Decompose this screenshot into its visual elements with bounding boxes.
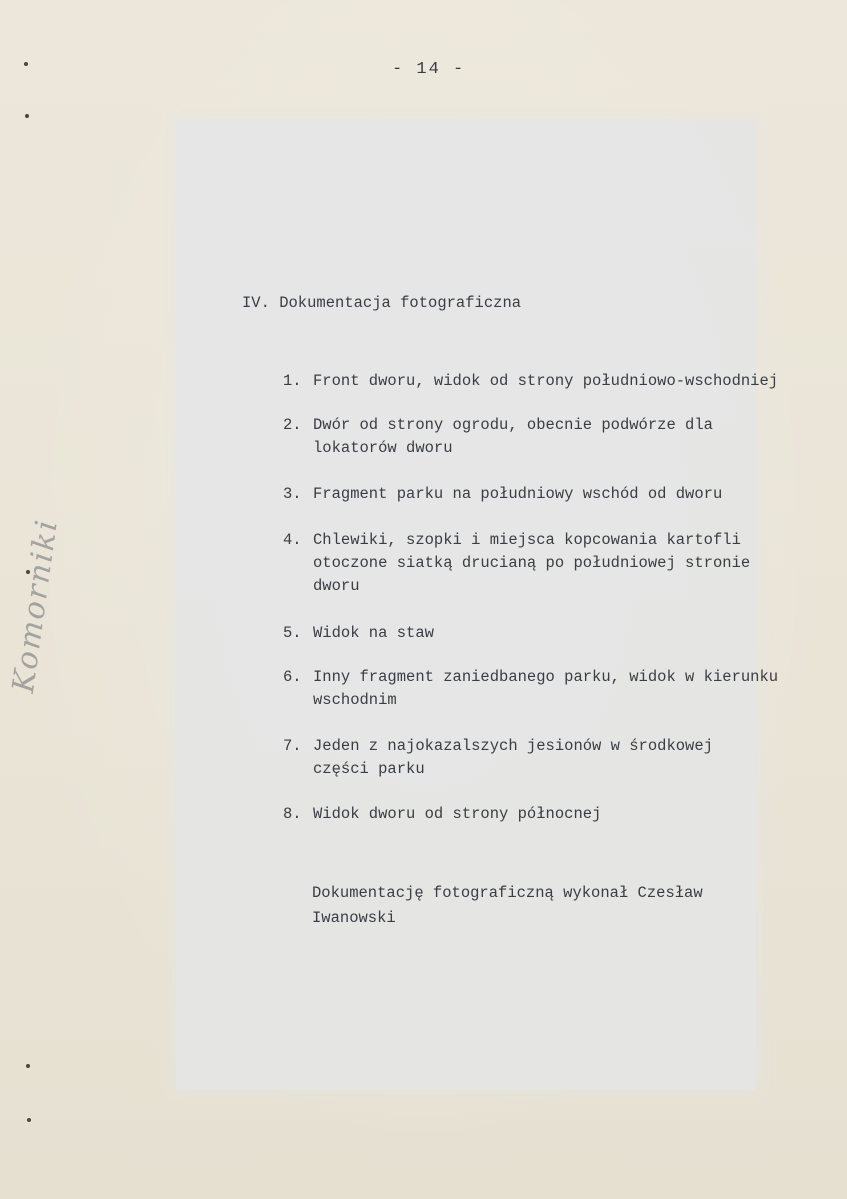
attached-sheet [176, 120, 756, 1090]
list-item-number: 2. [283, 416, 302, 434]
list-item-line: Inny fragment zaniedbanego parku, widok w kierunku [313, 668, 779, 686]
list-item-line: Dwór od strony ogrodu, obecnie podwórze dla [313, 416, 713, 434]
list-item-line: Front dworu, widok od strony południowo-wschodniej [313, 372, 779, 390]
list-item-line: dworu [313, 577, 360, 595]
list-item-number: 4. [283, 531, 302, 549]
list-item-line: Fragment parku na południowy wschód od dworu [313, 485, 723, 503]
punch-hole [24, 62, 28, 66]
list-item-number: 1. [283, 372, 302, 390]
photo-credits [312, 881, 703, 931]
list-item-text [313, 529, 750, 598]
list-item-number: 7. [283, 737, 302, 755]
list-item-line: wschodnim [313, 691, 397, 709]
credits-line: Iwanowski [312, 909, 396, 927]
list-item-number: 6. [283, 668, 302, 686]
list-item-text [313, 735, 713, 781]
list-item-text [313, 622, 434, 645]
list-item-number: 3. [283, 485, 302, 503]
list-item-line: Chlewiki, szopki i miejsca kopcowania kartofli [313, 531, 741, 549]
list-item-number: 5. [283, 624, 302, 642]
page-number: - 14 - [392, 60, 466, 79]
list-item-text [313, 483, 722, 506]
handwritten-margin-note: Komorniki [6, 516, 66, 695]
list-item-line: Widok na staw [313, 624, 434, 642]
list-item-line: otoczone siatką drucianą po południowej stronie [313, 554, 751, 572]
list-item-line: Jeden z najokazalszych jesionów w środkowej [313, 737, 713, 755]
list-item-line: lokatorów dworu [313, 439, 453, 457]
credits-line: Dokumentację fotograficzną wykonał Czesław [312, 884, 703, 902]
punch-hole [27, 1118, 31, 1122]
section-heading: IV. Dokumentacja fotograficzna [242, 294, 522, 312]
punch-hole [25, 114, 29, 118]
list-item-text [313, 414, 713, 460]
list-item-text [313, 370, 778, 393]
list-item-text [313, 666, 778, 712]
list-item-line: części parku [313, 760, 425, 778]
punch-hole [26, 1064, 30, 1068]
list-item-number: 8. [283, 805, 302, 823]
list-item-text [313, 803, 601, 826]
list-item-line: Widok dworu od strony północnej [313, 805, 602, 823]
